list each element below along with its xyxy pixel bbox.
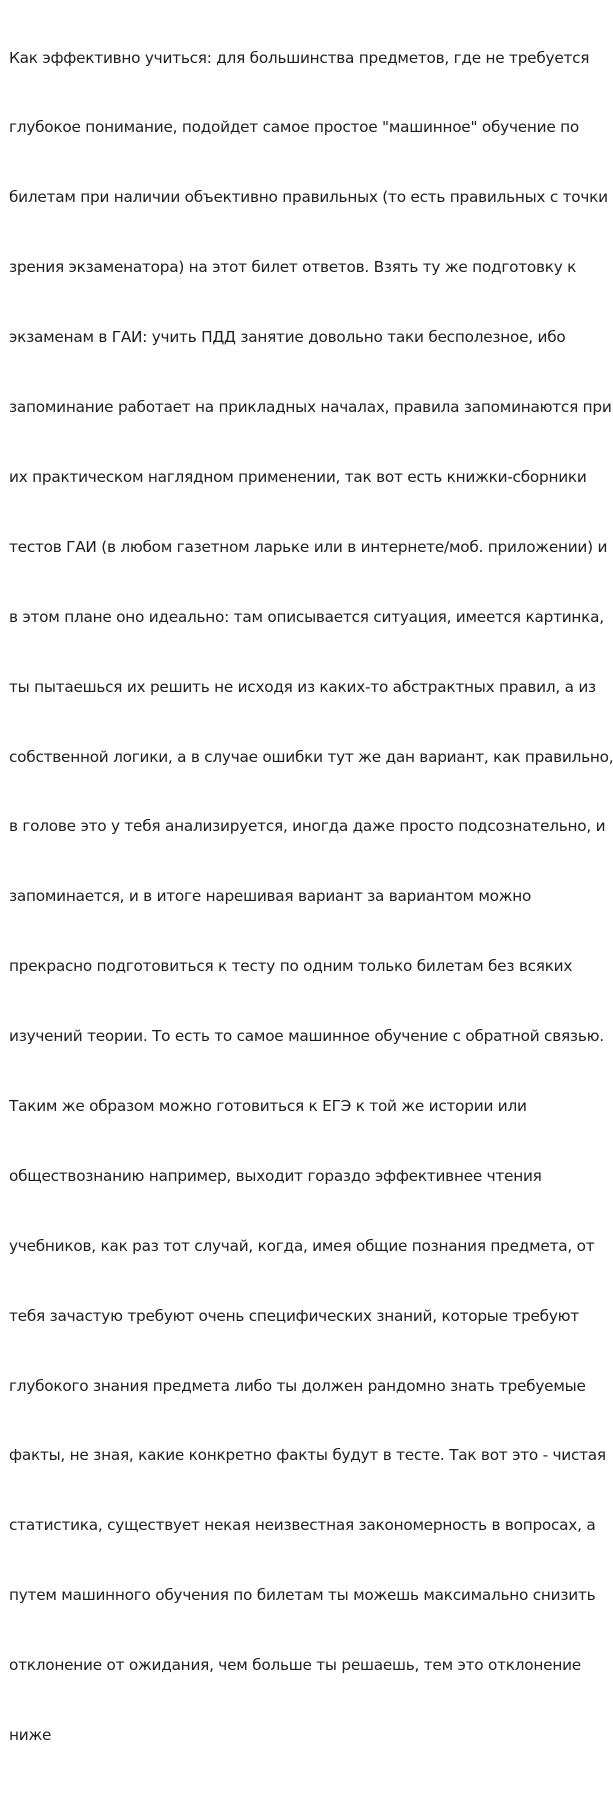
text-line-9: в этом плане оно идеально: там описывается ситуация, имеется картинка,	[9, 607, 604, 626]
text-line-22: статистика, существует некая неизвестная закономерность в вопросах, а	[9, 1516, 596, 1535]
text-line-5: экзаменам в ГАИ: учить ПДД занятие довольно таки бесполезное, ибо	[9, 328, 566, 347]
text-line-21: факты, не зная, какие конкретно факты будут в тесте. Так вот это - чистая	[9, 1446, 606, 1465]
text-line-6: запоминание работает на прикладных началах, правила запоминаются при	[9, 398, 612, 417]
text-line-20: глубокого знания предмета либо ты должен рандомно знать требуемые	[9, 1376, 586, 1395]
text-line-7: их практическом наглядном применении, так вот есть книжки-сборники	[9, 467, 587, 486]
text-line-8: тестов ГАИ (в любом газетном ларьке или в интернете/моб. приложении) и	[9, 537, 608, 556]
text-line-1: Как эффективно учиться: для большинства предметов, где не требуется	[9, 48, 590, 67]
text-line-15: изучений теории. То есть то самое машинное обучение с обратной связью.	[9, 1027, 604, 1046]
text-line-14: прекрасно подготовиться к тесту по одним только билетам без всяких	[9, 957, 573, 976]
text-line-16: Таким же образом можно готовиться к ЕГЭ к той же истории или	[9, 1096, 527, 1115]
text-line-17: обществознанию например, выходит гораздо эффективнее чтения	[9, 1166, 542, 1185]
text-line-24: отклонение от ожидания, чем больше ты решаешь, тем это отклонение	[9, 1656, 581, 1675]
body-paragraph	[9, 0, 613, 1794]
text-line-23: путем машинного обучения по билетам ты можешь максимально снизить	[9, 1586, 596, 1605]
text-line-19: тебя зачастую требуют очень специфических знаний, которые требуют	[9, 1306, 579, 1325]
text-line-12: в голове это у тебя анализируется, иногда даже просто подсознательно, и	[9, 817, 606, 836]
text-line-10: ты пытаешься их решить не исходя из каких-то абстрактных правил, а из	[9, 677, 596, 696]
text-line-2: глубокое понимание, подойдет самое простое "машинное" обучение по	[9, 118, 579, 137]
text-line-13: запоминается, и в итоге нарешивая вариант за вариантом можно	[9, 887, 532, 906]
text-line-25: ниже	[9, 1725, 52, 1744]
text-line-18: учебников, как раз тот случай, когда, имея общие познания предмета, от	[9, 1236, 595, 1255]
text-line-11: собственной логики, а в случае ошибки тут же дан вариант, как правильно,	[9, 747, 613, 766]
text-line-4: зрения экзаменатора) на этот билет ответов. Взять ту же подготовку к	[9, 258, 577, 277]
text-line-3: билетам при наличии объективно правильных (то есть правильных с точки	[9, 188, 608, 207]
